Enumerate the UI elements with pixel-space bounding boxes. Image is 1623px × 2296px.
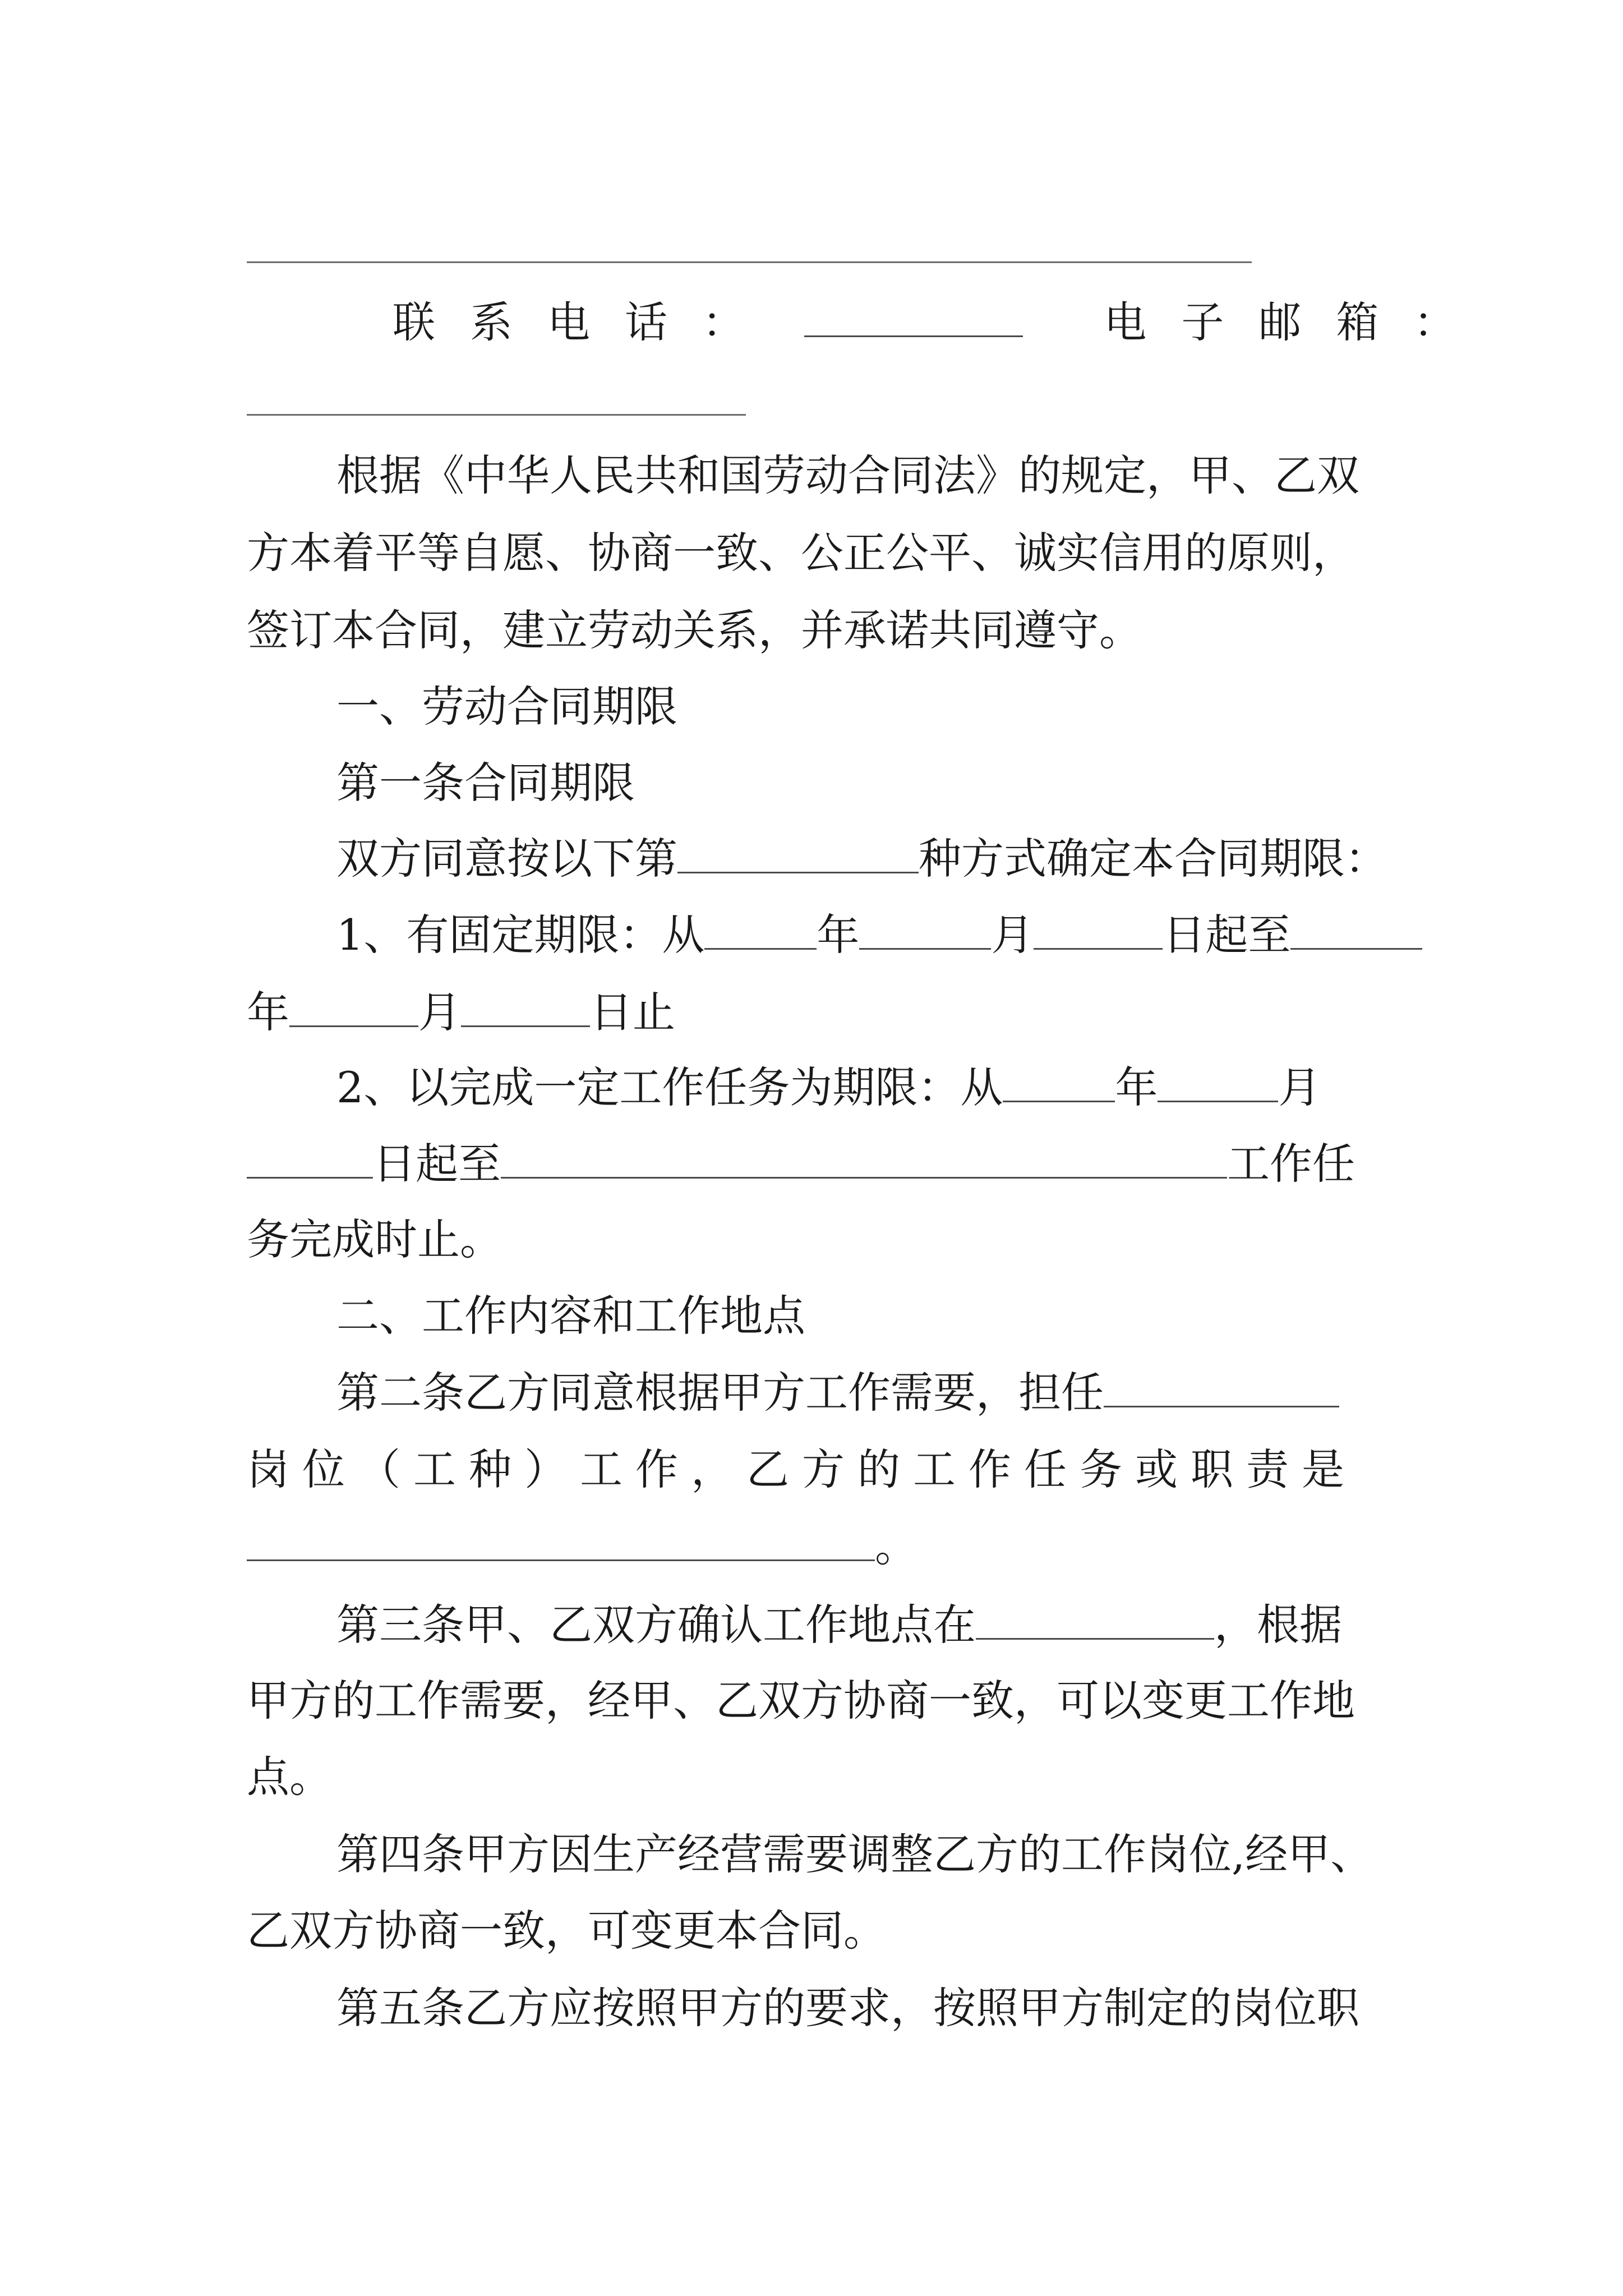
top-separator [247, 261, 1252, 263]
article-2-period: 。 [875, 1521, 917, 1571]
task-month-label: 月 [1278, 1062, 1321, 1112]
intro-line-2: 方本着平等自愿、协商一致、公正公平、诚实信用的原则， [247, 528, 1355, 578]
task-description-field[interactable] [501, 1142, 1227, 1179]
duties-field[interactable] [247, 1525, 875, 1561]
intro-line-1: 根据《中华人民共和国劳动合同法》的规定，甲、乙双 [336, 450, 1359, 500]
task-end-text: 工作任 [1227, 1139, 1355, 1189]
fixed-term-line-2 [247, 987, 675, 1037]
task-from-to-label: 日起至 [373, 1139, 501, 1189]
term-type-field[interactable] [677, 837, 919, 873]
task-year-label: 年 [1115, 1062, 1158, 1112]
article-2-line-1 [336, 1368, 1339, 1418]
article-1-text-a: 双方同意按以下第 [336, 834, 677, 884]
work-location-field[interactable] [976, 1603, 1214, 1640]
month-label: 月 [991, 910, 1034, 960]
task-term-label: 2、以完成一定工作任务为期限：从 [336, 1062, 1003, 1112]
year-label: 年 [817, 910, 860, 960]
end-month-field[interactable] [289, 991, 418, 1027]
task-term-line-3: 务完成时止。 [247, 1214, 502, 1264]
intro-line-3: 签订本合同，建立劳动关系，并承诺共同遵守。 [247, 605, 1142, 655]
email-field[interactable] [247, 414, 746, 416]
article-3-line-2: 甲方的工作需要，经甲、乙双方协商一致，可以变更工作地 [247, 1676, 1355, 1726]
article-1-text-b: 种方式确定本合同期限： [919, 834, 1387, 884]
article-4-line-1: 第四条甲方因生产经营需要调整乙方的工作岗位,经甲、 [336, 1829, 1373, 1879]
article-1-line [336, 834, 1387, 884]
article-3-line-1 [336, 1600, 1342, 1650]
article-3-text-b: ，根据 [1214, 1600, 1342, 1650]
article-3-line-3: 点。 [247, 1752, 332, 1802]
phone-field[interactable] [804, 301, 1023, 337]
task-start-day-field[interactable] [247, 1142, 373, 1179]
month-label-2: 月 [418, 987, 461, 1037]
until-label: 日止 [590, 987, 675, 1037]
section-2-title: 二、工作内容和工作地点 [336, 1291, 805, 1341]
start-year-field[interactable] [704, 913, 817, 950]
position-field[interactable] [1104, 1371, 1339, 1407]
end-day-field[interactable] [461, 991, 590, 1027]
article-5-line-1: 第五条乙方应按照甲方的要求，按照甲方制定的岗位职 [336, 1983, 1359, 2033]
task-start-year-field[interactable] [1003, 1066, 1115, 1102]
article-2-text: 第二条乙方同意根据甲方工作需要，担任 [336, 1368, 1104, 1418]
article-4-line-2: 乙双方协商一致，可变更本合同。 [247, 1906, 886, 1955]
start-day-field[interactable] [1034, 913, 1163, 950]
email-label: 电子邮箱： [1104, 297, 1491, 347]
from-to-label: 日起至 [1163, 910, 1291, 960]
end-year-field[interactable] [1290, 913, 1422, 950]
start-month-field[interactable] [859, 913, 991, 950]
article-3-text-a: 第三条甲、乙双方确认工作地点在 [336, 1600, 976, 1650]
fixed-term-line-1 [336, 910, 1422, 960]
phone-label: 联系电话： [393, 297, 780, 347]
year-label-2: 年 [247, 987, 289, 1037]
task-start-month-field[interactable] [1158, 1066, 1278, 1102]
fixed-term-label: 1、有固定期限：从 [336, 910, 705, 960]
article-1-title: 第一条合同期限 [336, 758, 635, 808]
contact-line [393, 297, 1491, 347]
task-term-line-1 [336, 1062, 1321, 1112]
article-2-line-3 [247, 1521, 917, 1571]
article-2-line-2: 岗位（工种）工作，乙方的工作任务或职责是 [247, 1444, 1357, 1494]
task-term-line-2 [247, 1139, 1355, 1189]
section-1-title: 一、劳动合同期限 [336, 682, 677, 731]
